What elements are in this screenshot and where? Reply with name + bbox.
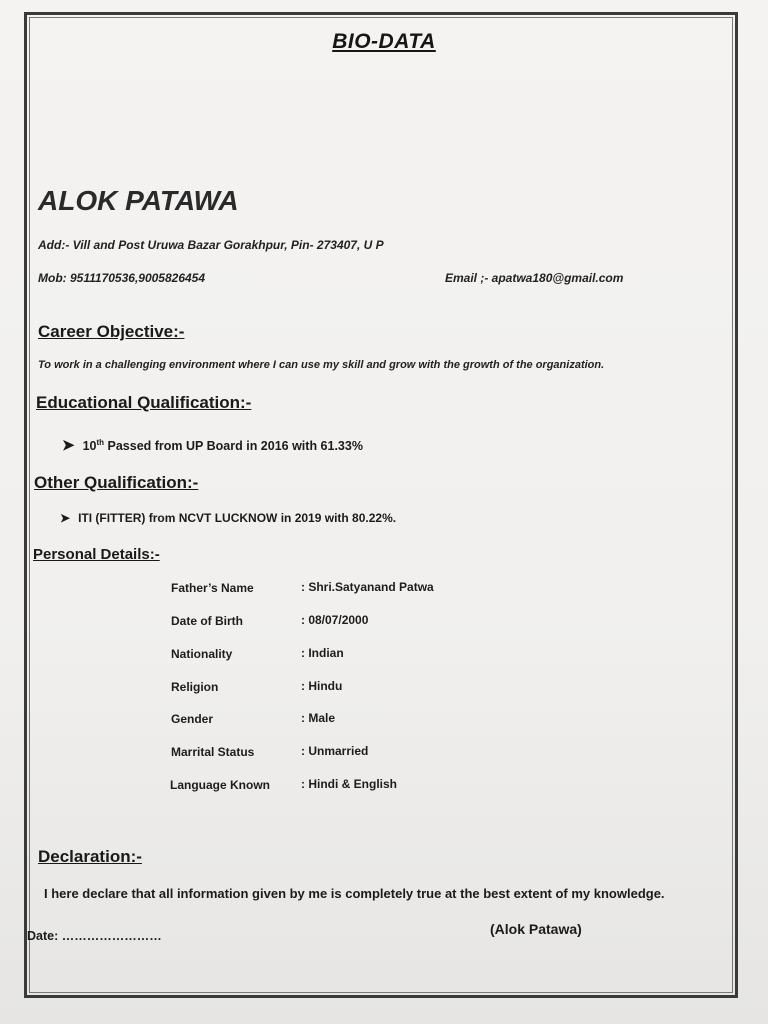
personal-value-marital-status: : Unmarried xyxy=(301,744,369,758)
other-qualification-item xyxy=(60,511,396,525)
education-item-number: 10 xyxy=(82,439,97,453)
arrowhead-bullet-icon: ➤ xyxy=(60,511,71,525)
personal-label-gender: Gender xyxy=(171,712,214,726)
address-line: Add:- Vill and Post Uruwa Bazar Gorakhpur, Pin- 273407, U P xyxy=(38,238,384,252)
declaration-heading: Declaration:- xyxy=(38,847,142,866)
personal-label-marital-status: Marrital Status xyxy=(171,745,255,759)
mobile-line: Mob: 9511170536,9005826454 xyxy=(38,271,206,285)
arrowhead-bullet-icon: ➤ xyxy=(62,437,75,454)
personal-label-father: Father’s Name xyxy=(171,581,254,595)
email-line: Email ;- apatwa180@gmail.com xyxy=(445,271,624,285)
other-qualification-heading: Other Qualification:- xyxy=(34,473,199,492)
other-qualification-text: ITI (FITTER) from NCVT LUCKNOW in 2019 with 80.22%. xyxy=(78,511,397,525)
personal-value-language: : Hindi & English xyxy=(301,777,397,791)
date-line: Date: …………………… xyxy=(27,929,162,943)
education-item-superscript: th xyxy=(96,437,105,447)
personal-label-religion: Religion xyxy=(171,680,219,694)
personal-value-gender: : Male xyxy=(301,711,336,725)
signature-name: (Alok Patawa) xyxy=(490,921,582,937)
personal-value-father: : Shri.Satyanand Patwa xyxy=(301,580,434,594)
education-heading: Educational Qualification:- xyxy=(36,393,252,412)
personal-label-language: Language Known xyxy=(170,778,270,792)
applicant-name: ALOK PATAWA xyxy=(38,185,239,216)
career-objective-heading: Career Objective:- xyxy=(38,322,185,341)
personal-label-dob: Date of Birth xyxy=(171,614,243,628)
personal-label-nationality: Nationality xyxy=(171,647,233,661)
personal-value-dob: : 08/07/2000 xyxy=(301,613,369,627)
declaration-text: I here declare that all information given by me is completely true at the best extent of my knowledge. xyxy=(44,886,665,901)
document-title: BIO-DATA xyxy=(332,30,436,53)
education-item-text: Passed from UP Board in 2016 with 61.33% xyxy=(104,439,363,453)
personal-value-religion: : Hindu xyxy=(301,679,343,693)
education-item xyxy=(62,436,363,454)
personal-value-nationality: : Indian xyxy=(301,646,344,660)
career-objective-text: To work in a challenging environment where I can use my skill and grow with the growth of the organization. xyxy=(38,359,605,371)
personal-details-heading: Personal Details:- xyxy=(33,546,160,563)
